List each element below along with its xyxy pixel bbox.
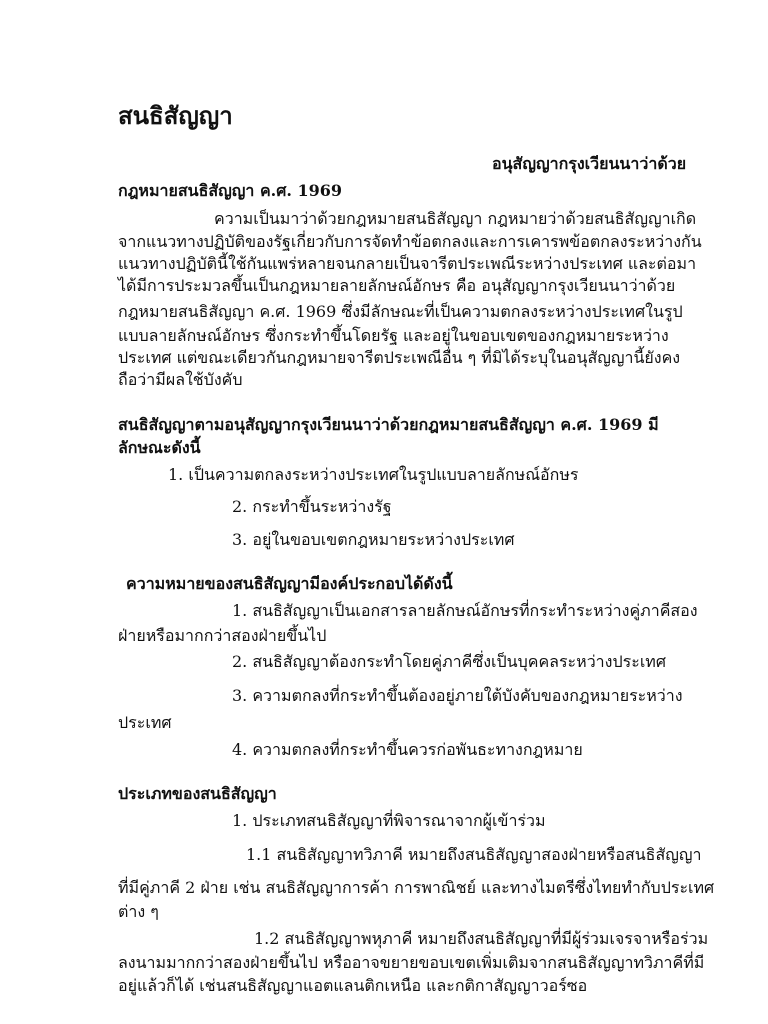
characteristics-heading: ลักษณะดังนี้ bbox=[118, 438, 201, 457]
intro-paragraph-line: ประเทศ แต่ขณะเดียวกันกฎหมายจารีตประเพณีอื่น ๆ ที่มิได้ระบุในอนุสัญญานี้ยังคง bbox=[118, 348, 681, 367]
types-item: ต่าง ๆ bbox=[118, 902, 159, 921]
characteristics-item: 3. อยู่ในขอบเขตกฎหมายระหว่างประเทศ bbox=[232, 530, 515, 549]
intro-paragraph-line: แบบลายลักษณ์อักษร ซึ่งกระทำขึ้นโดยรัฐ และอยู่ในขอบเขตของกฎหมายระหว่าง bbox=[118, 326, 669, 345]
types-item: ที่มีคู่ภาคี 2 ฝ่าย เช่น สนธิสัญญาการค้า การพาณิชย์ และทางไมตรีซึ่งไทยทำกับประเทศ bbox=[118, 878, 715, 897]
types-item: 1.1 สนธิสัญญาทวิภาคี หมายถึงสนธิสัญญาสองฝ่ายหรือสนธิสัญญา bbox=[246, 845, 702, 864]
meaning-item: 4. ความตกลงที่กระทำขึ้นควรก่อพันธะทางกฎหมาย bbox=[232, 740, 583, 759]
meaning-item: 1. สนธิสัญญาเป็นเอกสารลายลักษณ์อักษรที่กระทำระหว่างคู่ภาคีสอง bbox=[232, 601, 698, 620]
meaning-heading: ความหมายของสนธิสัญญามีองค์ประกอบได้ดังนี้ bbox=[126, 574, 453, 593]
meaning-item: ฝ่ายหรือมากกว่าสองฝ่ายขึ้นไป bbox=[118, 626, 327, 645]
characteristics-item: 1. เป็นความตกลงระหว่างประเทศในรูปแบบลายลักษณ์อักษร bbox=[168, 465, 579, 484]
meaning-item: 2. สนธิสัญญาต้องกระทำโดยคู่ภาคีซึ่งเป็นบุคคลระหว่างประเทศ bbox=[232, 652, 666, 671]
intro-paragraph-line: ได้มีการประมวลขึ้นเป็นกฎหมายลายลักษณ์อักษร คือ อนุสัญญากรุงเวียนนาว่าด้วย bbox=[118, 276, 676, 295]
types-item: อยู่แล้วก็ได้ เช่นสนธิสัญญาแอตแลนติกเหนือ และกติกาสัญญาวอร์ซอ bbox=[118, 976, 588, 995]
intro-paragraph-line: จากแนวทางปฏิบัติของรัฐเกี่ยวกับการจัดทำข้อตกลงและการเคารพข้อตกลงระหว่างกัน bbox=[118, 232, 702, 251]
characteristics-item: 2. กระทำขึ้นระหว่างรัฐ bbox=[232, 497, 392, 516]
types-heading: ประเภทของสนธิสัญญา bbox=[118, 784, 277, 803]
document-title: สนธิสัญญา bbox=[118, 101, 233, 130]
intro-paragraph-line: กฎหมายสนธิสัญญา ค.ศ. 1969 ซึ่งมีลักษณะที่เป็นความตกลงระหว่างประเทศในรูป bbox=[118, 302, 683, 321]
meaning-item: ประเทศ bbox=[118, 713, 172, 732]
intro-heading-left: กฎหมายสนธิสัญญา ค.ศ. 1969 bbox=[118, 181, 343, 200]
meaning-item: 3. ความตกลงที่กระทำขึ้นต้องอยู่ภายใต้บังคับของกฎหมายระหว่าง bbox=[232, 686, 683, 705]
intro-paragraph-line: ถือว่ามีผลใช้บังคับ bbox=[118, 370, 243, 389]
types-item: 1. ประเภทสนธิสัญญาที่พิจารณาจากผู้เข้าร่วม bbox=[232, 811, 546, 830]
characteristics-heading: สนธิสัญญาตามอนุสัญญากรุงเวียนนาว่าด้วยกฎหมายสนธิสัญญา ค.ศ. 1969 มี bbox=[118, 415, 659, 434]
types-item: 1.2 สนธิสัญญาพหุภาคี หมายถึงสนธิสัญญาที่มีผู้ร่วมเจรจาหรือร่วม bbox=[254, 929, 709, 948]
types-item: ลงนามมากกว่าสองฝ่ายขึ้นไป หรืออาจขยายขอบเขตเพิ่มเติมจากสนธิสัญญาทวิภาคีที่มี bbox=[118, 953, 705, 972]
intro-paragraph-line: ความเป็นมาว่าด้วยกฎหมายสนธิสัญญา กฎหมายว่าด้วยสนธิสัญญาเกิด bbox=[214, 209, 697, 228]
intro-heading-right: อนุสัญญากรุงเวียนนาว่าด้วย bbox=[492, 154, 687, 173]
intro-paragraph-line: แนวทางปฏิบัตินี้ใช้กันแพร่หลายจนกลายเป็นจารีตประเพณีระหว่างประเทศ และต่อมา bbox=[118, 254, 697, 273]
